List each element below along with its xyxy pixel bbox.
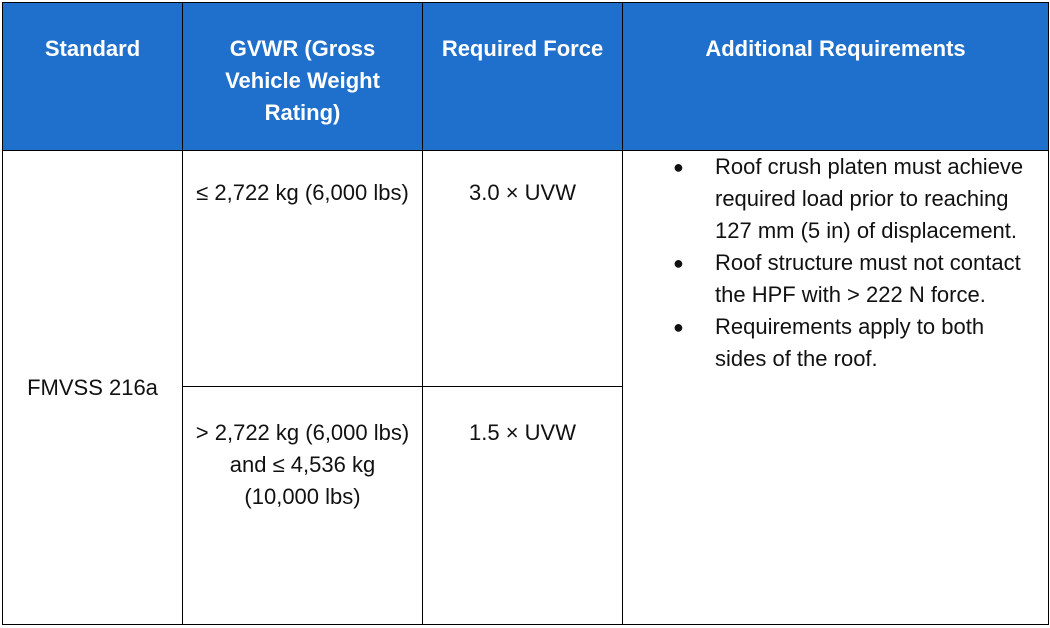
- header-required-force: Required Force: [423, 3, 623, 151]
- force-cell: 1.5 × UVW: [423, 387, 623, 625]
- header-additional-requirements: Additional Requirements: [623, 3, 1049, 151]
- requirement-text: Roof crush platen must achieve required load prior to reaching 127 mm (5 in) of displacement.: [715, 154, 1024, 243]
- table-row: [3, 151, 1049, 387]
- requirement-text: Requirements apply to both sides of the roof.: [715, 314, 985, 371]
- header-standard: Standard: [3, 3, 183, 151]
- header-gvwr: GVWR (Gross Vehicle Weight Rating): [183, 3, 423, 151]
- bullet-icon: ●: [673, 157, 684, 177]
- requirements-table: [2, 2, 1049, 625]
- list-item: [623, 247, 1048, 311]
- header-row: [3, 3, 1049, 151]
- requirement-text: Roof structure must not contact the HPF with > 222 N force.: [715, 250, 1021, 307]
- list-item: [623, 311, 1048, 375]
- gvwr-cell: ≤ 2,722 kg (6,000 lbs): [183, 151, 423, 387]
- gvwr-cell: > 2,722 kg (6,000 lbs) and ≤ 4,536 kg (10,000 lbs): [183, 387, 423, 625]
- standard-cell: FMVSS 216a: [3, 151, 183, 625]
- requirements-list: [623, 151, 1048, 375]
- bullet-icon: ●: [673, 253, 684, 273]
- additional-requirements-cell: [623, 151, 1049, 625]
- bullet-icon: ●: [673, 317, 684, 337]
- force-cell: 3.0 × UVW: [423, 151, 623, 387]
- list-item: [623, 151, 1048, 247]
